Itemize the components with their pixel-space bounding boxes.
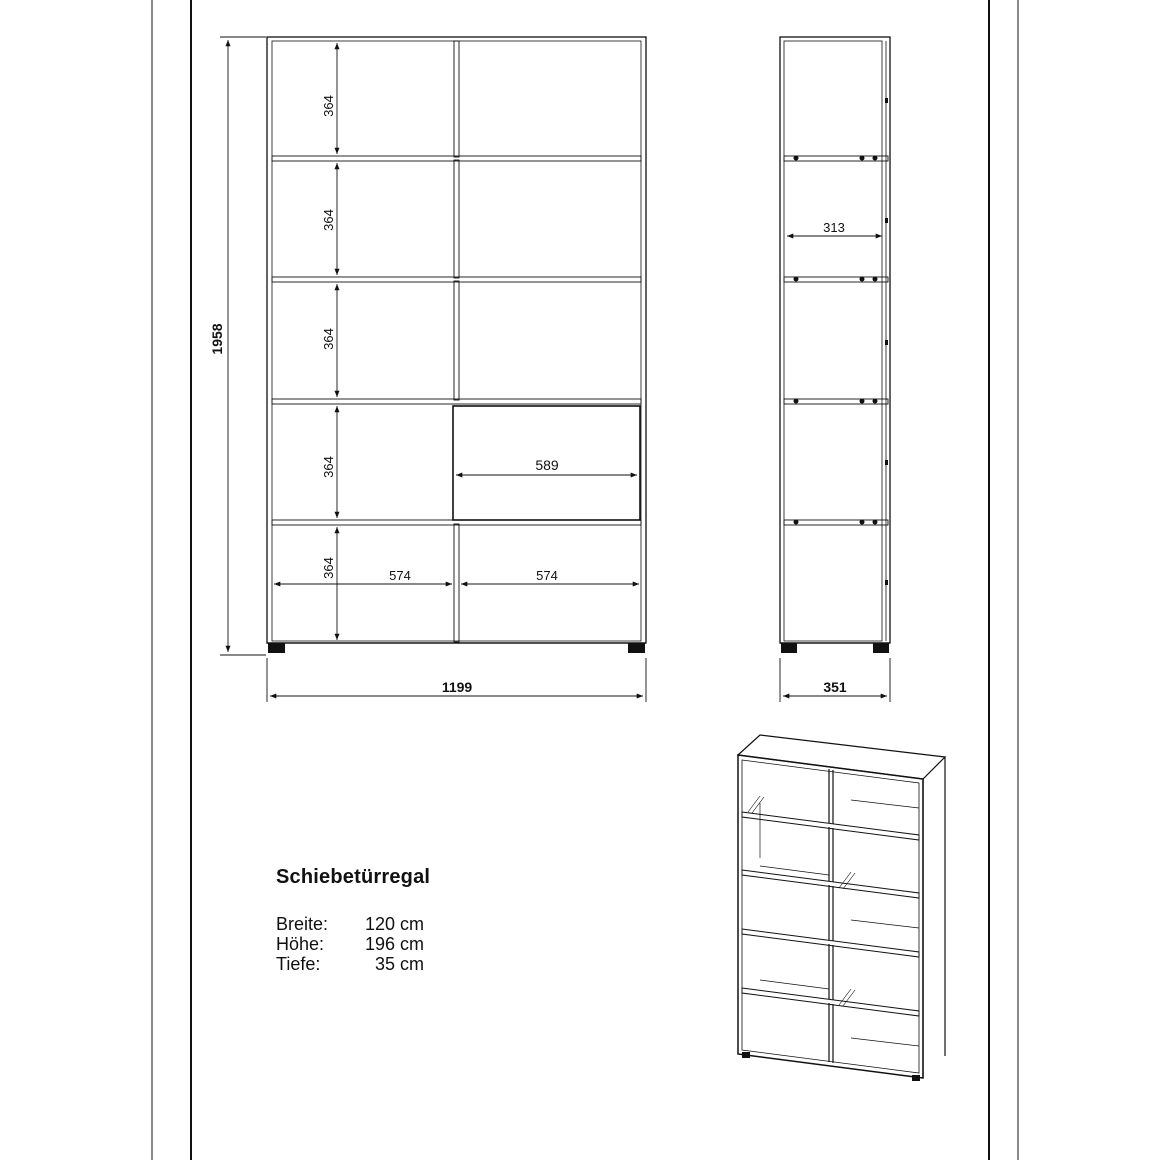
front-dimensions [220,37,646,702]
spec-value-height: 196 cm [364,934,424,954]
label-height-1: 364 [321,95,336,117]
label-overall-width: 1199 [441,679,473,695]
product-title: Schiebetürregal [276,866,431,888]
label-inner-depth: 313 [823,220,845,235]
label-overall-height: 1958 [209,323,225,355]
label-bottom-width-right: 574 [536,568,558,583]
side-view [780,37,890,653]
spec-label-width: Breite: [276,914,329,934]
side-view-hardware [794,98,889,585]
label-height-4: 364 [321,456,336,478]
label-overall-depth: 351 [823,679,847,695]
page-frame [152,0,1018,1160]
front-dimension-labels [209,95,559,695]
label-height-5: 364 [321,557,336,579]
isometric-view [738,735,945,1081]
label-bottom-width-left: 574 [389,568,411,583]
label-door-width: 589 [535,457,559,473]
label-height-2: 364 [321,209,336,231]
side-dimension-labels [823,220,847,695]
label-height-3: 364 [321,328,336,350]
side-dimensions [780,236,890,702]
spec-label-height: Höhe: [276,934,325,954]
spec-label-depth: Tiefe: [276,954,321,974]
spec-value-width: 120 cm [364,914,424,934]
spec-value-depth: 35 cm [374,954,424,974]
